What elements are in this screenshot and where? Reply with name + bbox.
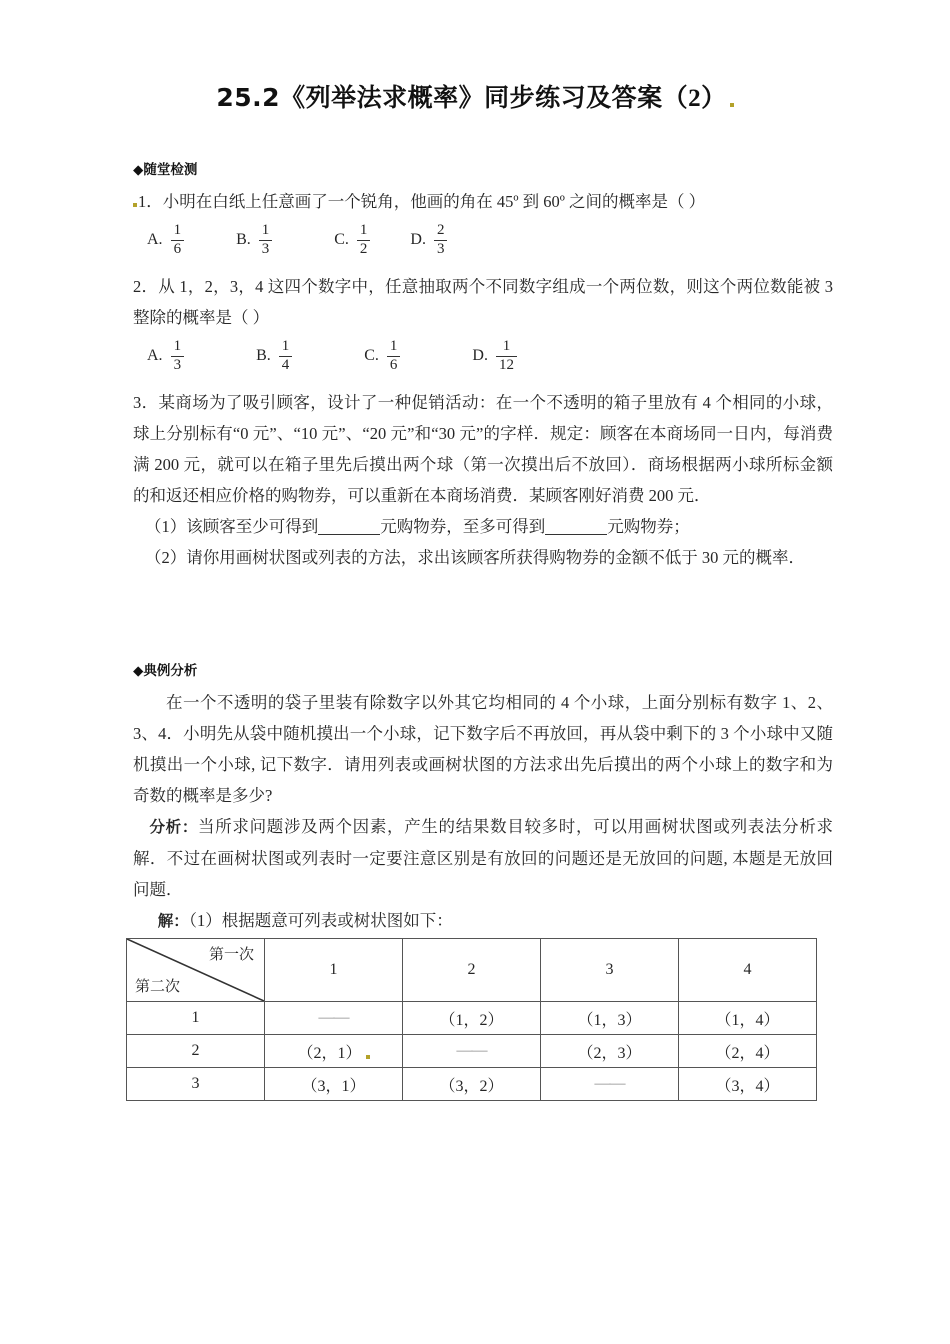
option-1-a-letter: A. — [147, 231, 163, 249]
page-title — [0, 78, 950, 114]
option-2-d-fraction — [496, 339, 517, 373]
part-1-prefix: （1）该顾客至少可得到 — [145, 517, 319, 537]
outcome-table — [126, 938, 817, 1101]
table-row — [127, 1035, 817, 1068]
table-cell-r1c4: （1，4） — [679, 1002, 817, 1035]
question-3-text — [133, 387, 833, 511]
option-2-a[interactable] — [147, 339, 184, 373]
corner-inner — [127, 939, 264, 1001]
answer-blank-max[interactable] — [545, 534, 607, 535]
fraction-numerator: 1 — [502, 338, 511, 355]
section-heading-quiz: ◆随堂检测 — [133, 162, 198, 178]
question-2 — [133, 271, 833, 373]
table-cell-r1c3: （1，3） — [541, 1002, 679, 1035]
table-header-row — [127, 939, 817, 1002]
fraction-numerator: 1 — [261, 222, 270, 238]
fraction-denominator: 3 — [434, 240, 448, 258]
table-cell-r2c1-value: （2，1） — [297, 1044, 362, 1062]
fraction-denominator: 2 — [357, 240, 371, 258]
option-1-a-fraction — [171, 223, 185, 257]
option-1-a[interactable] — [147, 223, 184, 257]
scan-speck-title — [730, 103, 734, 107]
fraction-denominator: 3 — [171, 356, 185, 374]
fraction-numerator: 1 — [173, 338, 182, 355]
section-spacer — [133, 573, 833, 659]
option-1-b-letter: B. — [236, 231, 251, 249]
table-row-header-3: 3 — [127, 1068, 265, 1101]
table-col-header-4: 4 — [679, 939, 817, 1002]
corner-label-second-draw: 第二次 — [135, 979, 181, 995]
option-1-c[interactable] — [334, 223, 370, 257]
question-3-part-2: （2）请你用画树状图或列表的方法，求出该顾客所获得购物券的金额不低于 30 元的概率． — [145, 548, 805, 568]
part-1-middle: 元购物券，至多可得到 — [380, 517, 546, 537]
option-1-c-fraction — [357, 223, 371, 257]
fraction-numerator: 1 — [281, 338, 290, 355]
fraction-numerator: 1 — [389, 338, 398, 355]
question-3-body: 某商场为了吸引顾客，设计了一种促销活动：在一个不透明的箱子里放有 4 个相同的小球，球上分别标有“0 元”、“10 元”、“20 元”和“30 元”的字样．规定：顾客在本商场同一日内，每消费满 200 元，就可以在箱子里先后摸出两个球（第一次摸出后不放回）．商场根据两小球所标金额的和返还相应价格的购物券，可以重新在本商场消费．某顾客刚好消费 200 元． — [133, 393, 834, 506]
question-2-options — [133, 339, 833, 373]
option-2-c-letter: C. — [364, 347, 379, 365]
example-solution — [133, 905, 833, 937]
table-row-header-1: 1 — [127, 1002, 265, 1035]
analysis-text: 当所求问题涉及两个因素，产生的结果数目较多时，可以用画树状图或列表法分析求解．不过在画树状图或列表时一定要注意区别是有放回的问题还是无放回的问题, 本题是无放回问题． — [133, 817, 833, 900]
table-cell-r2c3: （2，3） — [541, 1035, 679, 1068]
solution-label: 解： — [157, 912, 189, 931]
question-2-body: 从 1，2，3，4 这四个数字中，任意抽取两个不同数字组成一个两位数，则这个两位数能被 3 整除的概率是（ ） — [133, 277, 834, 328]
table-cell-r3c4: （3，4） — [679, 1068, 817, 1101]
option-1-c-letter: C. — [334, 231, 349, 249]
document-body — [133, 158, 833, 937]
option-2-c-fraction — [387, 339, 401, 373]
table-row — [127, 1002, 817, 1035]
option-2-a-letter: A. — [147, 347, 163, 365]
example-analysis — [133, 811, 833, 905]
fraction-denominator: 3 — [259, 240, 273, 258]
answer-blank-min[interactable] — [318, 534, 380, 535]
part-1-suffix: 元购物券； — [607, 517, 690, 537]
fraction-denominator: 6 — [387, 356, 401, 374]
option-2-d[interactable] — [472, 339, 517, 373]
scan-speck-cell — [366, 1055, 370, 1059]
question-3-number: 3． — [133, 393, 159, 413]
question-1-body: 小明在白纸上任意画了一个锐角，他画的角在 45º 到 60º 之间的概率是（ ） — [162, 192, 706, 211]
question-2-text — [133, 271, 833, 333]
question-1-options — [133, 223, 833, 257]
question-3-part-1 — [145, 511, 833, 542]
question-1 — [133, 186, 833, 257]
table-col-header-3: 3 — [541, 939, 679, 1002]
table-cell-r1c1: —— — [265, 1002, 403, 1035]
outcome-table-wrapper — [126, 938, 816, 1101]
option-2-b[interactable] — [256, 339, 292, 373]
option-2-b-fraction — [279, 339, 293, 373]
option-2-d-letter: D. — [472, 347, 488, 365]
option-2-b-letter: B. — [256, 347, 271, 365]
table-corner-cell — [127, 939, 265, 1002]
option-1-d-fraction — [434, 223, 448, 257]
table-cell-r2c1 — [265, 1035, 403, 1068]
page-title-main: 25.2《列举法求概率》同步练习及答案 — [216, 83, 663, 112]
scan-speck-q1 — [133, 203, 137, 207]
table-cell-r1c2: （1，2） — [403, 1002, 541, 1035]
table-cell-r2c2: —— — [403, 1035, 541, 1068]
option-2-c[interactable] — [364, 339, 400, 373]
table-col-header-1: 1 — [265, 939, 403, 1002]
fraction-denominator: 12 — [496, 356, 517, 374]
section-heading-example: ◆典例分析 — [133, 663, 198, 680]
corner-label-first-draw: 第一次 — [208, 947, 254, 963]
fraction-denominator: 4 — [279, 356, 293, 374]
question-3 — [133, 387, 833, 573]
question-2-number: 2． — [133, 277, 159, 297]
table-col-header-2: 2 — [403, 939, 541, 1002]
option-1-b[interactable] — [236, 223, 272, 257]
fraction-numerator: 1 — [173, 222, 182, 238]
fraction-denominator: 6 — [171, 240, 185, 258]
analysis-label: 分析： — [149, 818, 199, 837]
table-cell-r3c1: （3，1） — [265, 1068, 403, 1101]
question-1-number: 1． — [138, 192, 163, 211]
option-2-a-fraction — [171, 339, 185, 373]
table-cell-r3c3: —— — [541, 1068, 679, 1101]
example-problem-text: 在一个不透明的袋子里装有除数字以外其它均相同的 4 个小球，上面分别标有数字 1、2、3、4．小明先从袋中随机摸出一个小球，记下数字后不再放回，再从袋中剩下的 3 个小球中又随机摸出一个小球, 记下数字．请用列表或画树状图的方法求出先后摸出的两个小球上的数字和为奇数的概率是多少? — [133, 693, 833, 806]
table-cell-r2c4: （2，4） — [679, 1035, 817, 1068]
option-1-d[interactable] — [410, 223, 447, 257]
fraction-numerator: 2 — [436, 222, 445, 238]
page-title-suffix: （2） — [662, 85, 727, 112]
solution-text: （1）根据题意可列表或树状图如下： — [188, 911, 453, 931]
option-1-d-letter: D. — [410, 231, 426, 249]
table-cell-r3c2: （3，2） — [403, 1068, 541, 1101]
table-row — [127, 1068, 817, 1101]
question-1-text — [133, 186, 833, 217]
fraction-numerator: 1 — [359, 222, 368, 238]
table-row-header-2: 2 — [127, 1035, 265, 1068]
option-1-b-fraction — [259, 223, 273, 257]
